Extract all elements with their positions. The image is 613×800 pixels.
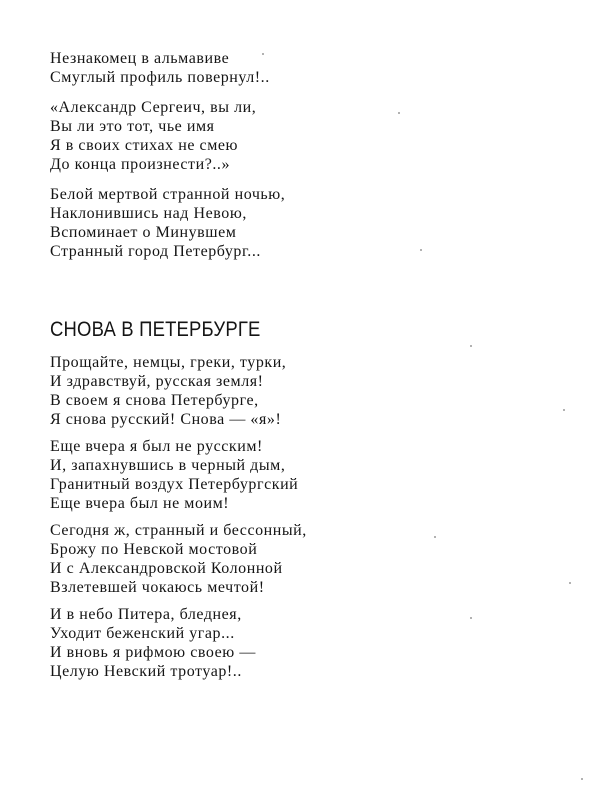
poem-stanza-3 xyxy=(50,521,307,597)
verse-line: Взлетевшей чокаюсь мечтой! xyxy=(50,579,265,596)
poem-stanza-1 xyxy=(50,353,286,429)
verse-line: Целую Невский тротуар!.. xyxy=(50,663,242,680)
verse-line: Еще вчера был не моим! xyxy=(50,495,230,512)
verse-line: Смуглый профиль повернул!.. xyxy=(50,69,270,86)
poem-stanza-4 xyxy=(50,605,256,681)
verse-line: Брожу по Невской мостовой xyxy=(50,541,258,558)
poem-stanza-2 xyxy=(50,437,298,513)
scan-speck xyxy=(420,249,422,251)
verse-line: Я снова русский! Снова — «я»! xyxy=(50,411,282,428)
scan-speck xyxy=(470,617,472,619)
verse-line: И, запахнувшись в черный дым, xyxy=(50,457,286,474)
scan-speck xyxy=(581,778,583,780)
verse-line: Сегодня ж, странный и бессонный, xyxy=(50,522,307,539)
verse-line: «Александр Сергеич, вы ли, xyxy=(50,99,257,116)
verse-line: Незнакомец в альмавиве xyxy=(50,50,230,67)
verse-line: И здравствуй, русская земля! xyxy=(50,373,264,390)
scan-speck xyxy=(563,409,565,411)
verse-line: В своем я снова Петербурге, xyxy=(50,392,259,409)
verse-line: Еще вчера я был не русским! xyxy=(50,438,263,455)
prev-poem-stanza-1 xyxy=(50,49,270,87)
verse-line: Гранитный воздух Петербургский xyxy=(50,476,299,493)
prev-poem-stanza-3 xyxy=(50,185,285,261)
verse-line: Уходит беженский угар... xyxy=(50,625,235,642)
verse-line: Вы ли это тот, чье имя xyxy=(50,118,215,135)
verse-line: До конца произнести?..» xyxy=(50,156,231,173)
verse-line: И в небо Питера, бледнея, xyxy=(50,606,242,623)
verse-line: Наклонившись над Невою, xyxy=(50,205,247,222)
verse-line: Прощайте, немцы, греки, турки, xyxy=(50,354,287,371)
verse-line: Странный город Петербург... xyxy=(50,243,261,260)
scan-speck xyxy=(434,536,436,538)
verse-line: И с Александровской Колонной xyxy=(50,560,283,577)
scan-speck xyxy=(569,582,571,584)
poem-title: СНОВА В ПЕТЕРБУРГЕ xyxy=(50,318,261,341)
scan-speck xyxy=(262,53,264,55)
scan-speck xyxy=(470,345,472,347)
verse-line: Вспоминает о Минувшем xyxy=(50,224,237,241)
scan-speck xyxy=(398,112,400,114)
verse-line: Белой мертвой странной ночью, xyxy=(50,186,286,203)
prev-poem-stanza-2 xyxy=(50,98,256,174)
verse-line: Я в своих стихах не смею xyxy=(50,137,239,154)
verse-line: И вновь я рифмою своею — xyxy=(50,644,256,661)
